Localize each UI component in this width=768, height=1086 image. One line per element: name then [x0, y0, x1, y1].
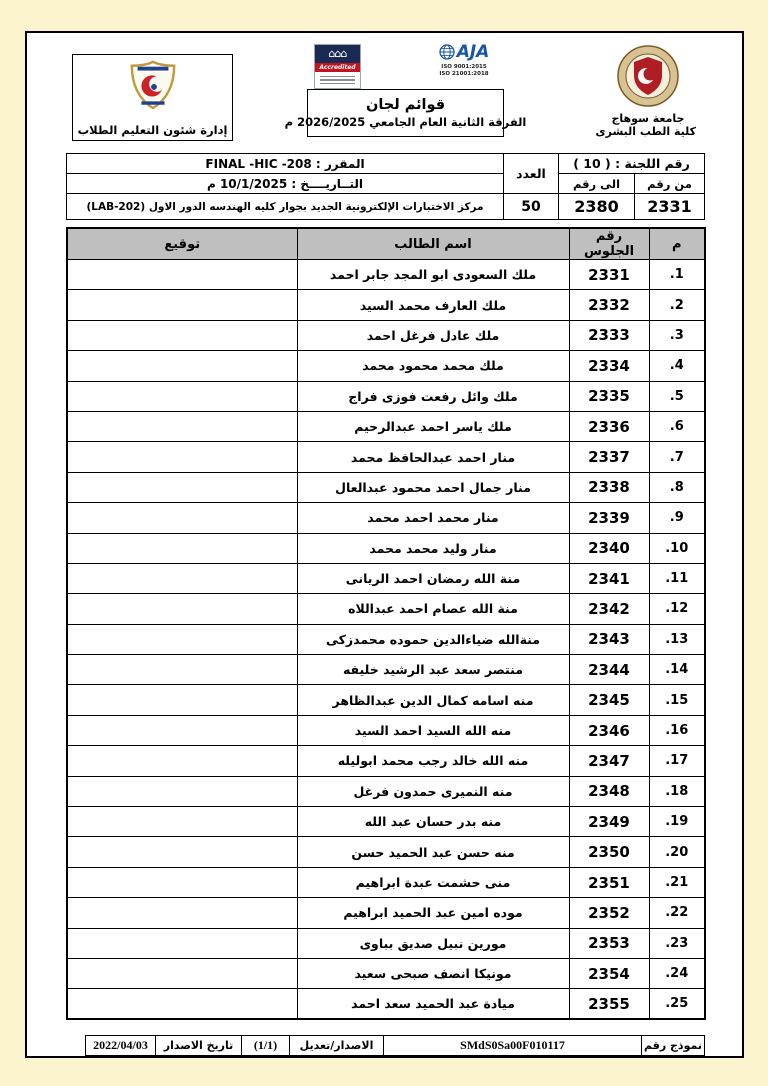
- student-name-cell: ملك العارف محمد السيد: [297, 290, 569, 320]
- student-name-cell: منه الله السيد احمد السيد: [297, 715, 569, 745]
- signature-cell: [67, 928, 297, 958]
- table-row: [67, 867, 705, 897]
- serial-cell: 23.: [649, 928, 705, 958]
- table-row: [67, 655, 705, 685]
- table-row: [67, 503, 705, 533]
- seat-number-cell: 2351: [569, 867, 649, 897]
- signature-cell: [67, 533, 297, 563]
- serial-cell: 12.: [649, 594, 705, 624]
- pac-fineprint-lines: [315, 72, 360, 88]
- serial-cell: 18.: [649, 776, 705, 806]
- serial-cell: 16.: [649, 715, 705, 745]
- serial-cell: 2.: [649, 290, 705, 320]
- signature-cell: [67, 320, 297, 350]
- aja-iso-certifications: [439, 64, 488, 78]
- table-row: [67, 411, 705, 441]
- table-row: [67, 260, 705, 290]
- signature-cell: [67, 260, 297, 290]
- student-name-cell: منار وليد محمد محمد: [297, 533, 569, 563]
- seat-number-cell: 2347: [569, 746, 649, 776]
- aja-globe-icon: [439, 44, 455, 60]
- student-name-cell: منه الله خالد رجب محمد ابوليله: [297, 746, 569, 776]
- student-name-cell: منه بدر حسان عبد الله: [297, 807, 569, 837]
- student-affairs-box: [72, 54, 233, 141]
- seat-number-cell: 2334: [569, 351, 649, 381]
- from-number-value: 2331: [635, 194, 705, 220]
- table-row: [67, 351, 705, 381]
- serial-cell: 11.: [649, 563, 705, 593]
- seat-number-cell: 2355: [569, 989, 649, 1019]
- table-row: [67, 928, 705, 958]
- student-name-cell: منة الله عصام احمد عبداللاه: [297, 594, 569, 624]
- date-value: 10/1/2025 م: [206, 176, 288, 191]
- signature-cell: [67, 381, 297, 411]
- students-table: [66, 227, 706, 1020]
- serial-cell: 15.: [649, 685, 705, 715]
- serial-cell: 13.: [649, 624, 705, 654]
- seat-number-cell: 2349: [569, 807, 649, 837]
- course-value: FINAL -HIC -208: [205, 156, 312, 171]
- student-name-cell: موده امين عبد الحميد ابراهيم: [297, 898, 569, 928]
- signature-cell: [67, 290, 297, 320]
- student-name-cell: ملك ياسر احمد عبدالرحيم: [297, 411, 569, 441]
- signature-cell: [67, 503, 297, 533]
- student-affairs-label: إدارة شئون التعليم الطلاب: [77, 123, 228, 137]
- table-row: [67, 533, 705, 563]
- table-row: [67, 837, 705, 867]
- table-row: [67, 381, 705, 411]
- serial-cell: 3.: [649, 320, 705, 350]
- serial-cell: 5.: [649, 381, 705, 411]
- document-title: قوائم لجان: [365, 97, 446, 113]
- table-row: [67, 320, 705, 350]
- pac-accredited-label: Accredited: [315, 63, 360, 72]
- header-seat-number: رقم الجلوس: [569, 228, 649, 260]
- signature-cell: [67, 685, 297, 715]
- seat-number-cell: 2348: [569, 776, 649, 806]
- university-identity: [595, 45, 696, 138]
- exam-date-cell: [67, 174, 504, 194]
- serial-cell: 10.: [649, 533, 705, 563]
- document-title-box: [284, 89, 527, 137]
- to-number-value: 2380: [559, 194, 635, 220]
- serial-cell: 4.: [649, 351, 705, 381]
- signature-cell: [67, 989, 297, 1019]
- signature-cell: [67, 594, 297, 624]
- student-name-cell: ملك وائل رفعت فوزى فراج: [297, 381, 569, 411]
- serial-cell: 21.: [649, 867, 705, 897]
- table-row: [67, 594, 705, 624]
- student-name-cell: ميادة عبد الحميد سعد احمد: [297, 989, 569, 1019]
- serial-cell: 22.: [649, 898, 705, 928]
- issue-date-value: 2022/04/03: [86, 1036, 156, 1056]
- seat-number-cell: 2343: [569, 624, 649, 654]
- form-number-value: SMdS0Sa00F010117: [384, 1036, 642, 1056]
- seat-number-cell: 2336: [569, 411, 649, 441]
- serial-cell: 25.: [649, 989, 705, 1019]
- table-row: [67, 685, 705, 715]
- seat-number-cell: 2341: [569, 563, 649, 593]
- signature-cell: [67, 351, 297, 381]
- count-label: العدد: [504, 154, 559, 194]
- aja-iso-9001: ISO 9001:2015: [441, 64, 487, 70]
- student-name-cell: منه النميرى حمدون فرغل: [297, 776, 569, 806]
- signature-cell: [67, 715, 297, 745]
- serial-cell: 24.: [649, 958, 705, 988]
- student-name-cell: ملك السعودى ابو المجد جابر احمد: [297, 260, 569, 290]
- aja-certification-logo: [425, 42, 503, 92]
- seat-number-cell: 2339: [569, 503, 649, 533]
- seat-number-cell: 2345: [569, 685, 649, 715]
- seat-number-cell: 2344: [569, 655, 649, 685]
- signature-cell: [67, 442, 297, 472]
- serial-cell: 19.: [649, 807, 705, 837]
- faculty-name: كلية الطب البشرى: [595, 125, 696, 138]
- student-name-cell: ملك محمد محمود محمد: [297, 351, 569, 381]
- table-row: [67, 989, 705, 1019]
- signature-cell: [67, 776, 297, 806]
- serial-cell: 8.: [649, 472, 705, 502]
- student-name-cell: ملك عادل فرغل احمد: [297, 320, 569, 350]
- table-header-row: [67, 228, 705, 260]
- pac-buildings-icon: ⌂⌂⌂: [315, 45, 360, 63]
- header-student-name: اسم الطالب: [297, 228, 569, 260]
- signature-cell: [67, 624, 297, 654]
- table-row: [67, 958, 705, 988]
- to-number-label: الى رقم: [559, 174, 635, 194]
- serial-cell: 7.: [649, 442, 705, 472]
- signature-cell: [67, 807, 297, 837]
- table-row: [67, 563, 705, 593]
- signature-cell: [67, 867, 297, 897]
- student-affairs-shield-icon: [126, 59, 180, 111]
- student-name-cell: منه حسن عبد الحميد حسن: [297, 837, 569, 867]
- seat-number-cell: 2337: [569, 442, 649, 472]
- student-name-cell: منتصر سعد عبد الرشيد خليفه: [297, 655, 569, 685]
- aja-label: AJA: [456, 42, 490, 62]
- seat-number-cell: 2340: [569, 533, 649, 563]
- seat-number-cell: 2346: [569, 715, 649, 745]
- seat-number-cell: 2350: [569, 837, 649, 867]
- serial-cell: 1.: [649, 260, 705, 290]
- table-row: [67, 807, 705, 837]
- serial-cell: 9.: [649, 503, 705, 533]
- header-signature: توقيع: [67, 228, 297, 260]
- table-row: [67, 715, 705, 745]
- signature-cell: [67, 898, 297, 928]
- student-name-cell: منار جمال احمد محمود عبدالعال: [297, 472, 569, 502]
- committee-number: رقم اللجنة : ( 10 ): [559, 154, 705, 174]
- table-row: [67, 442, 705, 472]
- seat-number-cell: 2335: [569, 381, 649, 411]
- signature-cell: [67, 655, 297, 685]
- student-name-cell: منار احمد عبدالحافظ محمد: [297, 442, 569, 472]
- header-serial: م: [649, 228, 705, 260]
- revision-value: (1/1): [242, 1036, 290, 1056]
- table-row: [67, 776, 705, 806]
- signature-cell: [67, 958, 297, 988]
- signature-cell: [67, 837, 297, 867]
- seat-number-cell: 2338: [569, 472, 649, 502]
- seat-number-cell: 2352: [569, 898, 649, 928]
- student-name-cell: منه اسامه كمال الدين عبدالظاهر: [297, 685, 569, 715]
- seat-number-cell: 2331: [569, 260, 649, 290]
- pac-accreditation-logo: [314, 44, 361, 89]
- seat-number-cell: 2353: [569, 928, 649, 958]
- signature-cell: [67, 746, 297, 776]
- student-name-cell: منة الله رمضان احمد الريانى: [297, 563, 569, 593]
- signature-cell: [67, 472, 297, 502]
- course-cell: [67, 154, 504, 174]
- exam-location: مركز الاختبارات الإلكترونية الجديد بجوار كليه الهندسه الدور الاول (LAB-202): [67, 194, 504, 220]
- exam-info-table: [66, 153, 705, 220]
- serial-cell: 14.: [649, 655, 705, 685]
- seat-number-cell: 2342: [569, 594, 649, 624]
- student-name-cell: مونيكا انصف صبحى سعيد: [297, 958, 569, 988]
- student-name-cell: منى حشمت عبدة ابراهيم: [297, 867, 569, 897]
- university-name: جامعة سوهاج: [611, 112, 685, 125]
- table-row: [67, 472, 705, 502]
- aja-wordmark: [439, 42, 490, 62]
- seat-number-cell: 2332: [569, 290, 649, 320]
- student-name-cell: منةالله ضياءالدين حموده محمدزكى: [297, 624, 569, 654]
- date-label: التــاريــــخ :: [291, 176, 364, 191]
- student-name-cell: منار محمد احمد محمد: [297, 503, 569, 533]
- table-row: [67, 746, 705, 776]
- student-count-value: 50: [504, 194, 559, 220]
- signature-cell: [67, 411, 297, 441]
- academic-year-subtitle: الفرقة الثانية العام الجامعي 2026/2025 م: [284, 115, 527, 129]
- seat-number-cell: 2333: [569, 320, 649, 350]
- from-number-label: من رقم: [635, 174, 705, 194]
- issue-date-label: تاريخ الاصدار: [156, 1036, 242, 1056]
- signature-cell: [67, 563, 297, 593]
- serial-cell: 17.: [649, 746, 705, 776]
- serial-cell: 6.: [649, 411, 705, 441]
- seat-number-cell: 2354: [569, 958, 649, 988]
- form-number-label: نموذج رقم: [642, 1036, 705, 1056]
- sohag-university-logo-icon: [617, 45, 679, 107]
- document-page: [25, 31, 744, 1058]
- table-row: [67, 624, 705, 654]
- course-label: المقرر :: [315, 156, 365, 171]
- table-row: [67, 290, 705, 320]
- revision-label: الاصدار/تعديل: [290, 1036, 384, 1056]
- serial-cell: 20.: [649, 837, 705, 867]
- student-name-cell: مورين نبيل صديق بباوى: [297, 928, 569, 958]
- aja-iso-21001: ISO 21001:2018: [439, 71, 489, 77]
- form-footer: [85, 1035, 705, 1056]
- table-row: [67, 898, 705, 928]
